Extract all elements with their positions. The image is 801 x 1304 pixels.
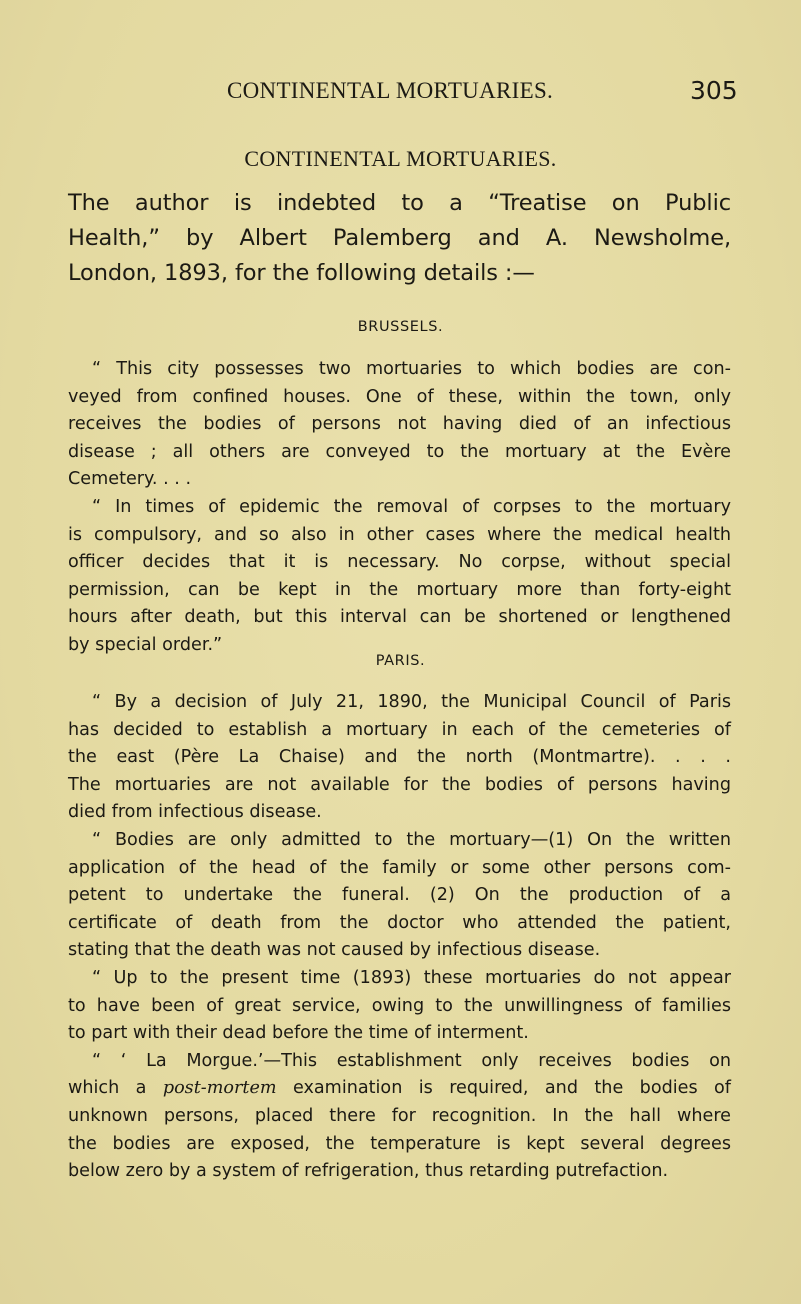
text-line: “ Up to the present time (1893) these mortuaries do not appear xyxy=(92,967,731,988)
text-line: certificate of death from the doctor who attended the patient, xyxy=(68,912,731,933)
text-line: “ This city possesses two mortuaries to which bodies are con- xyxy=(92,359,731,379)
text-line: “ By a decision of July 21, 1890, the Municipal Council of Paris xyxy=(92,692,731,712)
italic-term: post-mortem xyxy=(162,1078,277,1099)
intro-line: Health,” by Albert Palemberg and A. Newsholme, xyxy=(68,225,731,251)
text-line: unknown persons, placed there for recognition. In the hall where xyxy=(68,1105,731,1126)
text-line: to have been of great service, owing to the unwillingness of families xyxy=(68,995,731,1016)
text-fragment: which a xyxy=(68,1078,163,1099)
text-line: officer decides that it is necessary. No corpse, without special xyxy=(68,552,731,573)
text-line: is compulsory, and so also in other cases where the medical health xyxy=(68,524,731,545)
text-line: “ ‘ La Morgue.’—This establishment only receives bodies on xyxy=(92,1050,731,1071)
intro-line: London, 1893, for the following details :— xyxy=(68,260,535,286)
text-line: hours after death, but this interval can be shortened or lengthened xyxy=(68,607,731,628)
text-fragment: examination is required, and the bodies of xyxy=(276,1078,731,1099)
section-title-text: CONTINENTAL MORTUARIES. xyxy=(244,146,557,171)
text-line: “ In times of epidemic the removal of corpses to the mortuary xyxy=(92,496,731,517)
page-number: 305 xyxy=(690,76,738,105)
intro-line: The author is indebted to a “Treatise on Public xyxy=(68,190,731,216)
text-line: has decided to establish a mortuary in each of the cemeteries of xyxy=(68,719,731,740)
running-header xyxy=(0,78,801,110)
chapter-section-title xyxy=(0,146,801,172)
text-line: below zero by a system of refrigeration, thus retarding putrefaction. xyxy=(68,1161,669,1182)
text-line: stating that the death was not caused by infectious disease. xyxy=(68,940,601,961)
text-line: The mortuaries are not available for the bodies of persons having xyxy=(68,774,731,795)
text-line: petent to undertake the funeral. (2) On the production of a xyxy=(68,885,731,906)
text-line: died from infectious disease. xyxy=(68,802,322,823)
text-line: permission, can be kept in the mortuary more than forty-eight xyxy=(68,579,731,600)
subheading-brussels: BRUSSELS. xyxy=(357,319,444,335)
text-line: disease ; all others are conveyed to the mortuary at the Evère xyxy=(68,441,731,462)
brussels-section xyxy=(68,356,731,660)
text-line: by special order.” xyxy=(68,634,223,655)
text-line: veyed from confined houses. One of these, within the town, only xyxy=(68,386,731,407)
paris-section xyxy=(68,689,731,1186)
text-line: receives the bodies of persons not having died of an infectious xyxy=(68,414,731,435)
text-line: the bodies are exposed, the temperature is kept several degrees xyxy=(68,1133,731,1154)
intro-paragraph xyxy=(68,186,731,291)
subheading-paris: PARIS. xyxy=(375,653,426,669)
text-line: “ Bodies are only admitted to the mortuary—(1) On the written xyxy=(92,829,731,850)
running-header-title: CONTINENTAL MORTUARIES. xyxy=(227,78,554,103)
text-line-with-italic xyxy=(68,1075,731,1103)
text-line: application of the head of the family or some other persons com- xyxy=(68,857,731,878)
text-line: to part with their dead before the time of interment. xyxy=(68,1023,529,1044)
text-line: Cemetery. . . . xyxy=(68,469,192,490)
text-line: the east (Père La Chaise) and the north (Montmartre). . . . xyxy=(68,747,731,768)
